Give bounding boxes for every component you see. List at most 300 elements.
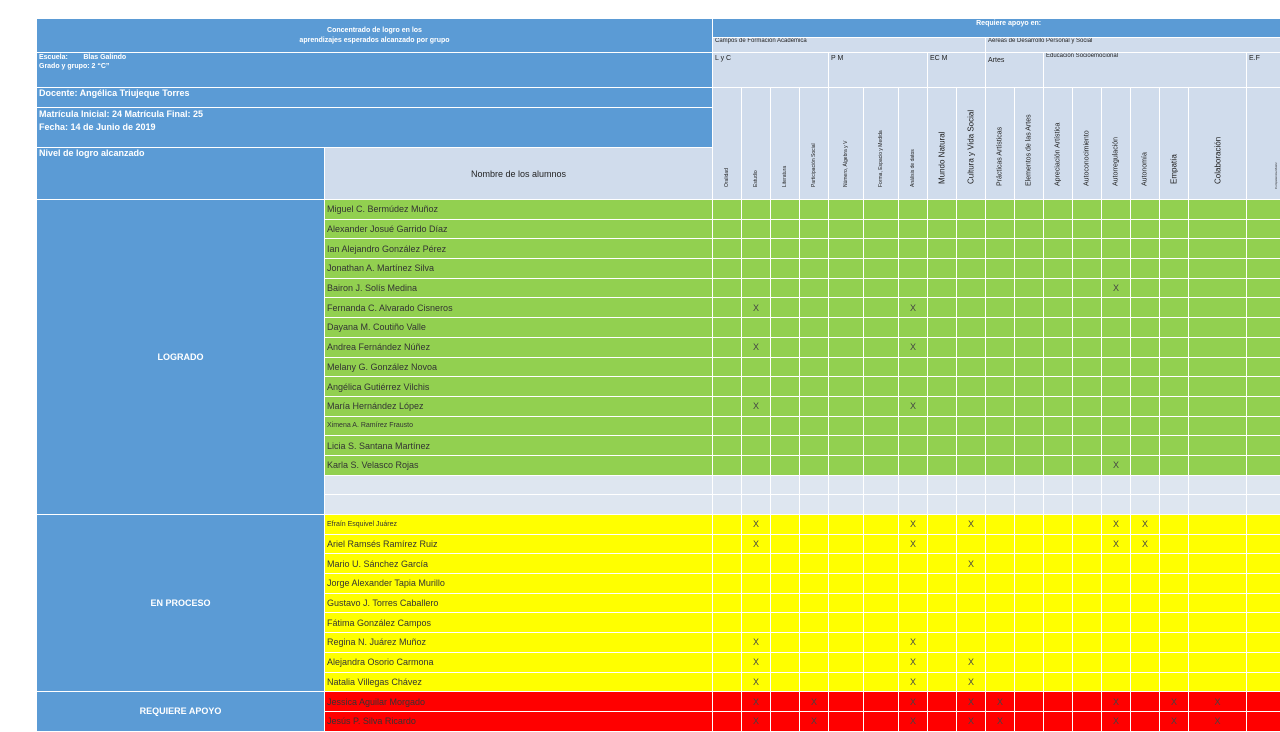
student-name: Regina N. Juárez Muñoz (325, 633, 713, 653)
mark-cell (1015, 200, 1044, 220)
mark-cell (957, 318, 986, 338)
mark-cell (928, 259, 957, 279)
mark-cell (1160, 278, 1189, 298)
mark-cell (800, 436, 829, 456)
subject-label: Autonomía (1142, 152, 1149, 186)
mark-cell (713, 672, 742, 692)
student-name: Dayana M. Coutiño Valle (325, 318, 713, 338)
mark-cell: X (742, 515, 771, 535)
mark-cell: X (899, 672, 928, 692)
mark-cell (1102, 593, 1131, 613)
mark-cell (771, 613, 800, 633)
mark-cell: X (742, 396, 771, 416)
mark-cell (771, 396, 800, 416)
mark-cell: X (899, 652, 928, 672)
mark-cell (957, 633, 986, 653)
mark-cell (899, 436, 928, 456)
mark-cell (957, 219, 986, 239)
mark-cell (771, 416, 800, 436)
student-name: Licia S. Santana Martínez (325, 436, 713, 456)
mark-cell (1131, 337, 1160, 357)
mark-cell (800, 298, 829, 318)
mark-cell (864, 436, 899, 456)
mark-cell (899, 613, 928, 633)
student-name: Miguel C. Bermúdez Muñoz (325, 200, 713, 220)
mark-cell (957, 593, 986, 613)
mark-cell (713, 554, 742, 574)
mark-cell (1131, 357, 1160, 377)
level-requiere-apoyo: REQUIERE APOYO (37, 692, 325, 731)
mark-cell (1189, 534, 1247, 554)
mark-cell (800, 278, 829, 298)
docente: Docente: Angélica Triujeque Torres (37, 88, 713, 108)
mark-cell (1247, 219, 1280, 239)
subject-label: Participación Social (811, 143, 817, 187)
mark-cell (928, 495, 957, 515)
mark-cell (829, 318, 864, 338)
mark-cell: X (742, 652, 771, 672)
subject-label: Apreciación Artística (1055, 123, 1062, 186)
mark-cell (742, 554, 771, 574)
student-name: Bairon J. Solís Medina (325, 278, 713, 298)
group-lyc: L y C (713, 53, 829, 88)
mark-cell (1160, 416, 1189, 436)
mark-cell (928, 436, 957, 456)
mark-cell: X (986, 692, 1015, 712)
mark-cell: X (1102, 692, 1131, 712)
mark-cell (1160, 633, 1189, 653)
mark-cell (1247, 239, 1280, 259)
mark-cell (1015, 219, 1044, 239)
mark-cell (986, 298, 1015, 318)
mark-cell (771, 515, 800, 535)
mark-cell (742, 416, 771, 436)
mark-cell (771, 495, 800, 515)
mark-cell (864, 259, 899, 279)
mark-cell (1189, 633, 1247, 653)
mark-cell (800, 239, 829, 259)
mark-cell: X (1189, 692, 1247, 712)
mark-cell (864, 455, 899, 475)
mark-cell (1073, 534, 1102, 554)
mark-cell (1189, 337, 1247, 357)
mark-cell (1073, 633, 1102, 653)
mark-cell (1247, 554, 1280, 574)
mark-cell (928, 219, 957, 239)
mark-cell (1247, 652, 1280, 672)
student-name (325, 495, 713, 515)
mark-cell (957, 377, 986, 397)
mark-cell (771, 455, 800, 475)
subject-header (713, 88, 742, 200)
mark-cell (1015, 633, 1044, 653)
mark-cell (713, 455, 742, 475)
mark-cell (829, 692, 864, 712)
mark-cell (1102, 337, 1131, 357)
mark-cell: X (1102, 711, 1131, 731)
mark-cell (1160, 200, 1189, 220)
subject-header (742, 88, 771, 200)
mark-cell (1189, 219, 1247, 239)
mark-cell (1044, 377, 1073, 397)
mark-cell: X (899, 692, 928, 712)
mark-cell (829, 239, 864, 259)
mark-cell (713, 318, 742, 338)
mark-cell (864, 357, 899, 377)
student-name: Jorge Alexander Tapia Murillo (325, 574, 713, 594)
mark-cell (1131, 259, 1160, 279)
mark-cell (1131, 436, 1160, 456)
mark-cell (1073, 416, 1102, 436)
mark-cell (1160, 239, 1189, 259)
student-name: Gustavo J. Torres Caballero (325, 593, 713, 613)
subject-label: Prácticas Artísticas (997, 127, 1004, 186)
mark-cell (957, 574, 986, 594)
mark-cell (957, 278, 986, 298)
mark-cell: X (742, 633, 771, 653)
mark-cell (1102, 554, 1131, 574)
mark-cell (1247, 672, 1280, 692)
student-name: Jesús P. Silva Ricardo (325, 711, 713, 731)
mark-cell (713, 574, 742, 594)
mark-cell (1160, 337, 1189, 357)
mark-cell (1015, 377, 1044, 397)
mark-cell (957, 416, 986, 436)
mark-cell (1015, 278, 1044, 298)
escuela-value: Blas Galindo (83, 54, 126, 61)
mark-cell (1044, 672, 1073, 692)
mark-cell (1073, 278, 1102, 298)
subject-header (1073, 88, 1102, 200)
mark-cell (864, 219, 899, 239)
mark-cell (800, 574, 829, 594)
mark-cell (1073, 298, 1102, 318)
mark-cell (742, 357, 771, 377)
mark-cell (957, 534, 986, 554)
mark-cell (1073, 436, 1102, 456)
mark-cell (771, 219, 800, 239)
mark-cell (864, 574, 899, 594)
mark-cell (899, 357, 928, 377)
student-row (37, 515, 1280, 535)
mark-cell (800, 455, 829, 475)
mark-cell (829, 416, 864, 436)
student-name (325, 475, 713, 495)
mark-cell: X (1102, 278, 1131, 298)
mark-cell (829, 200, 864, 220)
subject-label: Elementos de las Artes (1026, 114, 1033, 186)
mark-cell (1189, 672, 1247, 692)
mark-cell (742, 455, 771, 475)
mark-cell (742, 475, 771, 495)
matricula-fecha (37, 108, 713, 148)
mark-cell (864, 396, 899, 416)
mark-cell (864, 298, 899, 318)
mark-cell (1247, 495, 1280, 515)
mark-cell (829, 711, 864, 731)
mark-cell (1102, 613, 1131, 633)
mark-cell (928, 692, 957, 712)
mark-cell (1044, 554, 1073, 574)
mark-cell (986, 219, 1015, 239)
subject-label: Forma, Espacio y Medida (878, 130, 884, 187)
mark-cell (1044, 652, 1073, 672)
mark-cell (928, 711, 957, 731)
mark-cell (986, 337, 1015, 357)
mark-cell (1189, 495, 1247, 515)
mark-cell: X (1160, 711, 1189, 731)
subject-header (957, 88, 986, 200)
mark-cell (1160, 436, 1189, 456)
mark-cell (771, 633, 800, 653)
mark-cell: X (899, 396, 928, 416)
mark-cell (928, 554, 957, 574)
mark-cell (957, 475, 986, 495)
title-line-2: aprendizajes esperados alcanzado por grupo (39, 36, 710, 46)
mark-cell (829, 554, 864, 574)
mark-cell (829, 672, 864, 692)
subject-label: Autoconocimiento (1084, 130, 1091, 186)
mark-cell (829, 475, 864, 495)
mark-cell (1131, 396, 1160, 416)
mark-cell (713, 377, 742, 397)
student-name: Fernanda C. Alvarado Cisneros (325, 298, 713, 318)
group-ecm: EC M (928, 53, 986, 88)
mark-cell (986, 633, 1015, 653)
mark-cell (713, 593, 742, 613)
subject-header (829, 88, 864, 200)
mark-cell (829, 574, 864, 594)
mark-cell (1073, 219, 1102, 239)
mark-cell (928, 515, 957, 535)
mark-cell (864, 534, 899, 554)
mark-cell (713, 396, 742, 416)
mark-cell (829, 396, 864, 416)
mark-cell (1131, 318, 1160, 338)
mark-cell (986, 593, 1015, 613)
mark-cell (800, 593, 829, 613)
mark-cell (1102, 298, 1131, 318)
mark-cell (1015, 515, 1044, 535)
mark-cell (986, 534, 1015, 554)
mark-cell (1073, 200, 1102, 220)
mark-cell (1189, 593, 1247, 613)
mark-cell (986, 318, 1015, 338)
mark-cell (1247, 692, 1280, 712)
mark-cell (986, 278, 1015, 298)
mark-cell: X (957, 554, 986, 574)
mark-cell (986, 672, 1015, 692)
subject-label: Empatía (1170, 154, 1179, 184)
mark-cell (800, 396, 829, 416)
mark-cell (1015, 652, 1044, 672)
mark-cell (1160, 259, 1189, 279)
mark-cell (1131, 377, 1160, 397)
mark-cell (1102, 574, 1131, 594)
mark-cell (1015, 357, 1044, 377)
mark-cell (1247, 396, 1280, 416)
mark-cell (1247, 711, 1280, 731)
mark-cell (957, 298, 986, 318)
mark-cell (771, 554, 800, 574)
mark-cell (928, 593, 957, 613)
mark-cell: X (899, 515, 928, 535)
mark-cell (1247, 633, 1280, 653)
mark-cell (864, 515, 899, 535)
mark-cell (1073, 475, 1102, 495)
mark-cell: X (1131, 515, 1160, 535)
mark-cell (1044, 219, 1073, 239)
student-name: Andrea Fernández Núñez (325, 337, 713, 357)
mark-cell (713, 259, 742, 279)
mark-cell: X (742, 534, 771, 554)
mark-cell (1247, 416, 1280, 436)
mark-cell (1102, 652, 1131, 672)
mark-cell (864, 495, 899, 515)
mark-cell (1247, 475, 1280, 495)
mark-cell (1044, 396, 1073, 416)
mark-cell (1247, 593, 1280, 613)
mark-cell (771, 377, 800, 397)
mark-cell (1189, 436, 1247, 456)
mark-cell (771, 534, 800, 554)
student-name: María Hernández López (325, 396, 713, 416)
mark-cell (1131, 455, 1160, 475)
mark-cell (1247, 613, 1280, 633)
escuela-label: Escuela: (39, 54, 68, 61)
mark-cell (1015, 554, 1044, 574)
mark-cell (1044, 711, 1073, 731)
mark-cell (1044, 357, 1073, 377)
mark-cell (1073, 515, 1102, 535)
subject-header (1160, 88, 1189, 200)
mark-cell (928, 239, 957, 259)
mark-cell (899, 377, 928, 397)
mark-cell (928, 377, 957, 397)
mark-cell (1102, 396, 1131, 416)
mark-cell (1247, 318, 1280, 338)
mark-cell (829, 455, 864, 475)
mark-cell (771, 436, 800, 456)
mark-cell (1160, 455, 1189, 475)
mark-cell (957, 357, 986, 377)
requiere-apoyo-header: Requiere apoyo en: (713, 19, 1280, 38)
mark-cell (1044, 298, 1073, 318)
mark-cell: X (899, 633, 928, 653)
mark-cell (800, 259, 829, 279)
mark-cell (713, 200, 742, 220)
mark-cell (713, 633, 742, 653)
mark-cell (899, 278, 928, 298)
subject-header (986, 88, 1015, 200)
subject-header (771, 88, 800, 200)
mark-cell (986, 515, 1015, 535)
mark-cell: X (957, 711, 986, 731)
mark-cell: X (742, 711, 771, 731)
mark-cell: X (899, 534, 928, 554)
mark-cell (1189, 574, 1247, 594)
mark-cell (986, 455, 1015, 475)
mark-cell (899, 239, 928, 259)
mark-cell (742, 259, 771, 279)
mark-cell (742, 200, 771, 220)
mark-cell (1189, 377, 1247, 397)
subject-header (864, 88, 899, 200)
mark-cell (1044, 475, 1073, 495)
mark-cell (899, 475, 928, 495)
mark-cell (1073, 377, 1102, 397)
mark-cell (864, 672, 899, 692)
mark-cell: X (899, 298, 928, 318)
mark-cell (742, 574, 771, 594)
mark-cell (1189, 475, 1247, 495)
mark-cell (829, 515, 864, 535)
mark-cell (713, 298, 742, 318)
mark-cell (771, 357, 800, 377)
mark-cell (1073, 337, 1102, 357)
mark-cell (1073, 711, 1102, 731)
mark-cell (1131, 416, 1160, 436)
mark-cell (1073, 357, 1102, 377)
level-logrado: LOGRADO (37, 200, 325, 515)
mark-cell (899, 593, 928, 613)
mark-cell (713, 652, 742, 672)
matricula: Matrícula Inicial: 24 Matrícula Final: 25 (39, 108, 710, 121)
mark-cell (1044, 534, 1073, 554)
mark-cell (742, 593, 771, 613)
mark-cell (742, 239, 771, 259)
mark-cell (1015, 436, 1044, 456)
mark-cell (1102, 672, 1131, 692)
student-name: Karla S. Velasco Rojas (325, 455, 713, 475)
mark-cell (957, 613, 986, 633)
mark-cell (800, 337, 829, 357)
mark-cell: X (742, 692, 771, 712)
mark-cell (829, 593, 864, 613)
mark-cell (713, 337, 742, 357)
mark-cell (742, 495, 771, 515)
mark-cell (771, 298, 800, 318)
student-name: Melany G. González Novoa (325, 357, 713, 377)
mark-cell (800, 219, 829, 239)
mark-cell (1073, 672, 1102, 692)
mark-cell: X (1189, 711, 1247, 731)
mark-cell (1160, 593, 1189, 613)
mark-cell (1015, 239, 1044, 259)
mark-cell (800, 672, 829, 692)
mark-cell (864, 337, 899, 357)
subject-header (1015, 88, 1044, 200)
group-artes: Artes (986, 53, 1044, 88)
student-name: Alejandra Osorio Carmona (325, 652, 713, 672)
mark-cell: X (957, 672, 986, 692)
mark-cell (928, 652, 957, 672)
mark-cell: X (800, 711, 829, 731)
group-ef: E.F (1247, 53, 1280, 88)
subject-label: Mundo Natural (938, 132, 947, 184)
mark-cell (986, 554, 1015, 574)
mark-cell (1160, 495, 1189, 515)
subject-label: Literatura (782, 166, 788, 187)
mark-cell: X (957, 692, 986, 712)
subject-label: Colaboración (1213, 137, 1222, 184)
mark-cell (928, 613, 957, 633)
subject-label: Competencia Motriz (1274, 162, 1278, 189)
mark-cell (957, 337, 986, 357)
student-name: Ariel Ramsés Ramírez Ruiz (325, 534, 713, 554)
mark-cell (1131, 200, 1160, 220)
mark-cell (1247, 515, 1280, 535)
